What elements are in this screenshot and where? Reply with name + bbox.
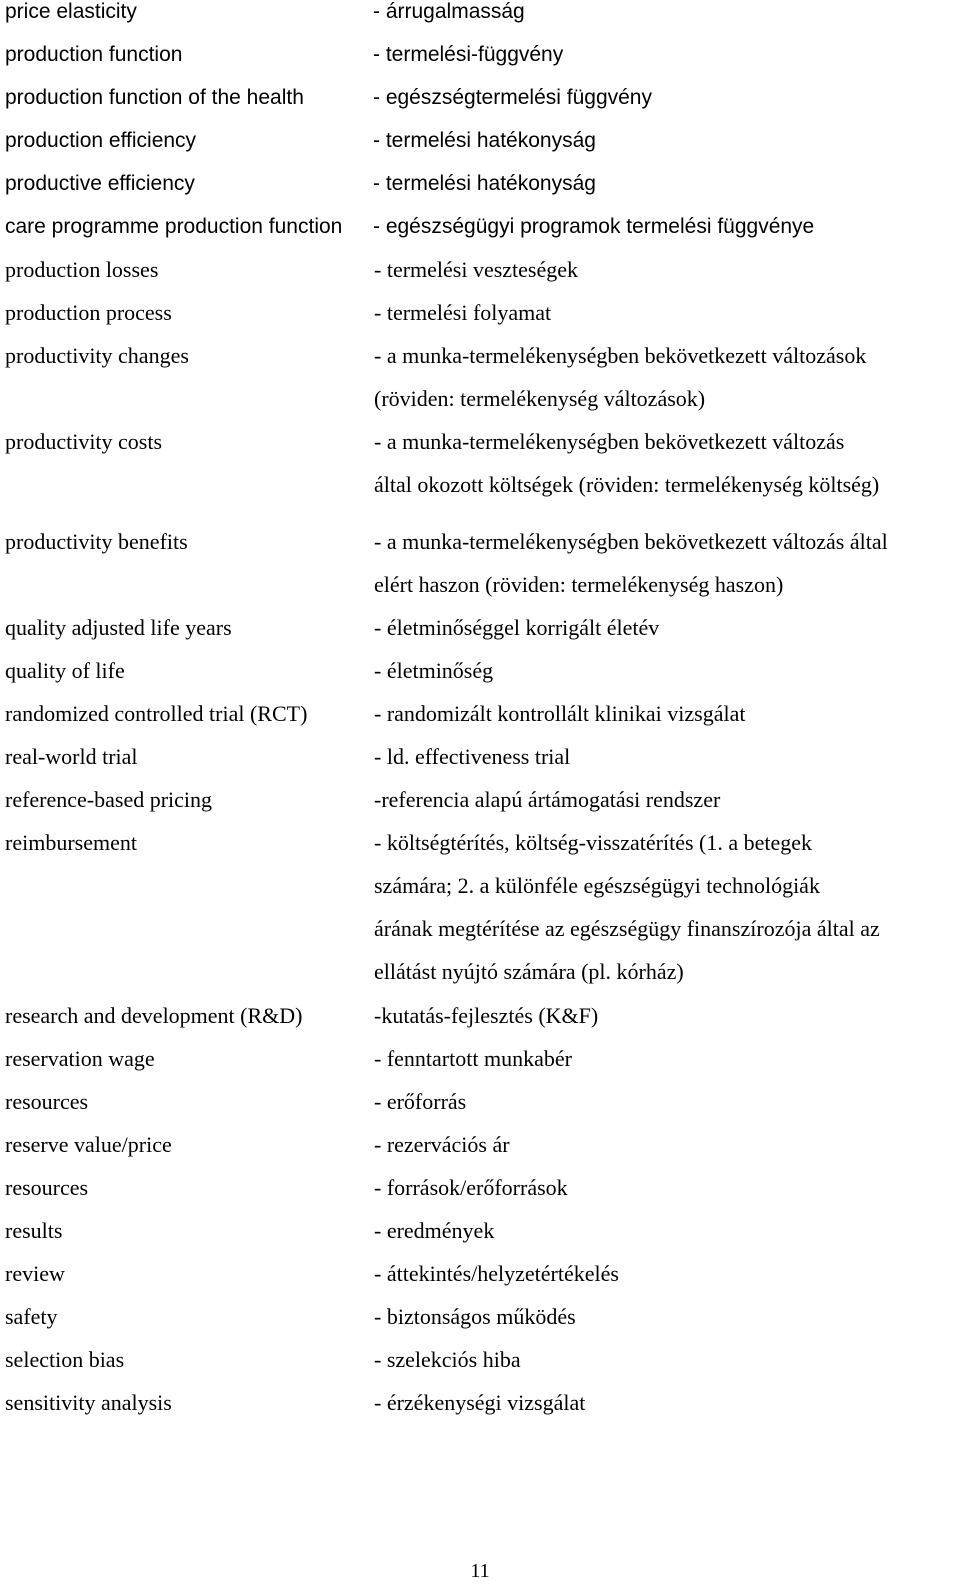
glossary-entry: [0, 659, 960, 699]
glossary-entry: [0, 1391, 960, 1431]
hungarian-translation: - költségtérítés, költség-visszatérítés (1. a betegek: [374, 830, 813, 855]
english-term: resources: [5, 1175, 89, 1200]
glossary-entry: [0, 702, 960, 742]
glossary-entry: [0, 1047, 960, 1087]
english-term: reservation wage: [5, 1046, 155, 1071]
hungarian-translation: - eredmények: [374, 1218, 495, 1243]
hungarian-translation: - termelési hatékonyság: [373, 172, 596, 195]
glossary-entry: [0, 129, 960, 169]
hungarian-translation: - ld. effectiveness trial: [374, 744, 571, 769]
hungarian-translation: - áttekintés/helyzetértékelés: [374, 1261, 619, 1286]
glossary-entry: [0, 1176, 960, 1216]
english-term: productivity changes: [5, 343, 189, 368]
english-term: resources: [5, 1089, 89, 1114]
hungarian-translation: - erőforrás: [374, 1089, 467, 1114]
hungarian-translation: - termelési-függvény: [373, 43, 564, 66]
hungarian-translation: - a munka-termelékenységben bekövetkezett változás által: [374, 529, 888, 554]
english-term: randomized controlled trial (RCT): [5, 701, 308, 726]
glossary-entry: [0, 0, 960, 40]
english-term: reserve value/price: [5, 1132, 172, 1157]
hungarian-translation: - életminőséggel korrigált életév: [374, 615, 660, 640]
hungarian-translation: - egészségtermelési függvény: [373, 86, 652, 109]
glossary-entry: [0, 258, 960, 298]
glossary-entry: [0, 1348, 960, 1388]
glossary-entry: [0, 830, 960, 984]
hungarian-translation: - termelési veszteségek: [374, 257, 579, 282]
hungarian-translation: - rezervációs ár: [374, 1132, 510, 1157]
english-term: review: [5, 1261, 65, 1286]
hungarian-translation: - randomizált kontrollált klinikai vizsgálat: [374, 701, 746, 726]
hungarian-translation: -kutatás-fejlesztés (K&F): [374, 1003, 599, 1028]
glossary-entry: [0, 529, 960, 597]
glossary-entry: [0, 1090, 960, 1130]
english-term: reimbursement: [5, 830, 137, 855]
glossary-entry: [0, 1219, 960, 1259]
english-term: productive efficiency: [5, 172, 195, 195]
page-number: 11: [470, 1560, 490, 1582]
english-term: productivity costs: [5, 429, 163, 454]
hungarian-translation: - árrugalmasság: [373, 0, 525, 23]
hungarian-translation: - termelési hatékonyság: [373, 129, 596, 152]
english-term: reference-based pricing: [5, 787, 213, 812]
english-term: care programme production function: [5, 215, 343, 238]
glossary-entry: [0, 172, 960, 212]
glossary-entry: [0, 1133, 960, 1173]
english-term: research and development (R&D): [5, 1003, 303, 1028]
english-term: production function of the health: [5, 86, 304, 109]
english-term: price elasticity: [5, 0, 137, 23]
hungarian-translation: - a munka-termelékenységben bekövetkezett változások: [374, 343, 867, 368]
glossary-entry: [0, 343, 960, 411]
english-term: safety: [5, 1304, 58, 1329]
glossary-entry: [0, 745, 960, 785]
english-term: quality of life: [5, 658, 125, 683]
hungarian-translation: - érzékenységi vizsgálat: [374, 1390, 586, 1415]
glossary-entry: [0, 429, 960, 497]
english-term: production losses: [5, 257, 159, 282]
glossary-entry: [0, 1004, 960, 1044]
hungarian-translation-continuation: ellátást nyújtó számára (pl. kórház): [374, 959, 684, 984]
hungarian-translation: - biztonságos működés: [374, 1304, 576, 1329]
english-term: quality adjusted life years: [5, 615, 232, 640]
hungarian-translation: - források/erőforrások: [374, 1175, 568, 1200]
hungarian-translation-continuation: (röviden: termelékenység változások): [374, 386, 706, 411]
hungarian-translation: - egészségügyi programok termelési függvénye: [373, 215, 815, 238]
glossary-entry: [0, 616, 960, 656]
glossary-entry: [0, 1305, 960, 1345]
glossary-entry: [0, 788, 960, 828]
english-term: production efficiency: [5, 129, 197, 152]
hungarian-translation: - termelési folyamat: [374, 300, 552, 325]
hungarian-translation: - a munka-termelékenységben bekövetkezett változás: [374, 429, 845, 454]
glossary-entry: [0, 1262, 960, 1302]
hungarian-translation: - életminőség: [374, 658, 494, 683]
english-term: sensitivity analysis: [5, 1390, 172, 1415]
english-term: real-world trial: [5, 744, 138, 769]
glossary-entry: [0, 301, 960, 341]
english-term: results: [5, 1218, 63, 1243]
hungarian-translation-continuation: által okozott költségek (röviden: termelékenység költség): [374, 472, 880, 497]
english-term: productivity benefits: [5, 529, 188, 554]
hungarian-translation: -referencia alapú ártámogatási rendszer: [374, 787, 721, 812]
glossary-entry: [0, 43, 960, 83]
glossary-entry: [0, 215, 960, 255]
hungarian-translation: - szelekciós hiba: [374, 1347, 521, 1372]
english-term: production function: [5, 43, 183, 66]
hungarian-translation-continuation: elért haszon (röviden: termelékenység haszon): [374, 572, 784, 597]
hungarian-translation: - fenntartott munkabér: [374, 1046, 572, 1071]
hungarian-translation-continuation: számára; 2. a különféle egészségügyi technológiák: [374, 873, 820, 898]
hungarian-translation-continuation: árának megtérítése az egészségügy finanszírozója által az: [374, 916, 880, 941]
english-term: production process: [5, 300, 172, 325]
glossary-entry: [0, 86, 960, 126]
english-term: selection bias: [5, 1347, 125, 1372]
